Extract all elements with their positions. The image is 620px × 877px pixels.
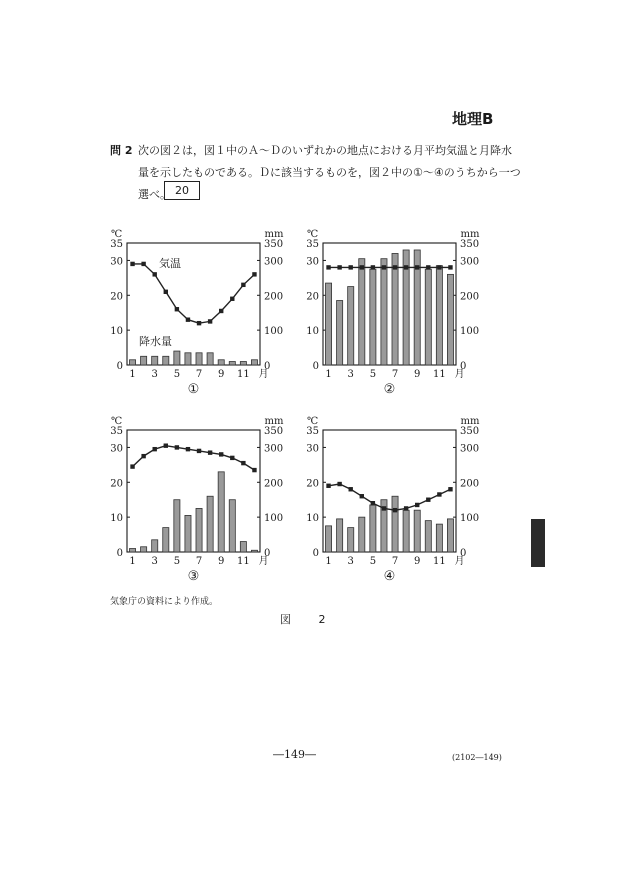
temp-point bbox=[415, 265, 419, 269]
month-tick-label: 7 bbox=[195, 556, 203, 567]
precip-tick-label: 200 bbox=[264, 291, 284, 303]
answer-number-box: 20 bbox=[164, 181, 200, 200]
question-text-line-2: 量を示したものである。Ｄに該当するものを，図２中の①～④のうちから一つ bbox=[138, 166, 521, 179]
temp-point bbox=[437, 265, 441, 269]
temp-tick-label: 10 bbox=[110, 513, 123, 525]
month-suffix-label: 月 bbox=[454, 556, 465, 567]
precip-bar bbox=[196, 508, 202, 552]
precip-tick-label: 300 bbox=[264, 256, 284, 268]
month-suffix-label: 月 bbox=[258, 556, 269, 567]
temp-point bbox=[371, 265, 375, 269]
precip-bar bbox=[129, 360, 135, 365]
precip-tick-label: 300 bbox=[460, 443, 480, 455]
temp-tick-label: 30 bbox=[306, 256, 319, 268]
precip-tick-label: 0 bbox=[460, 361, 467, 372]
temp-line bbox=[133, 446, 255, 470]
precip-bar bbox=[436, 266, 442, 365]
precip-bar bbox=[359, 259, 365, 365]
precip-bar bbox=[425, 521, 431, 552]
temp-point bbox=[208, 450, 212, 454]
month-tick-label: 9 bbox=[414, 369, 421, 380]
precip-bar bbox=[251, 550, 257, 552]
month-suffix-label: 月 bbox=[258, 369, 269, 380]
temp-point bbox=[415, 503, 419, 507]
month-tick-label: 11 bbox=[433, 556, 446, 567]
precip-bar bbox=[185, 515, 191, 552]
temp-point bbox=[241, 461, 245, 465]
temp-tick-label: 0 bbox=[312, 548, 319, 559]
temp-point bbox=[197, 449, 201, 453]
temp-point bbox=[186, 317, 190, 321]
precip-bar bbox=[174, 500, 180, 552]
source-note: 気象庁の資料により作成。 bbox=[110, 597, 219, 607]
precip-bar bbox=[447, 519, 453, 552]
precip-bar bbox=[436, 524, 442, 552]
figure-caption: 図 2 bbox=[280, 613, 338, 626]
precip-unit-label: mm bbox=[264, 416, 284, 427]
temp-point bbox=[252, 272, 256, 276]
precip-bar bbox=[218, 360, 224, 365]
temp-tick-label: 30 bbox=[306, 443, 319, 455]
precip-bar bbox=[251, 360, 257, 365]
month-tick-label: 7 bbox=[195, 369, 203, 380]
month-tick-label: 11 bbox=[237, 369, 250, 380]
precip-tick-label: 350 bbox=[264, 426, 284, 437]
precip-tick-label: 100 bbox=[264, 513, 284, 525]
temp-point bbox=[219, 452, 223, 456]
temp-point bbox=[326, 265, 330, 269]
temp-point bbox=[141, 262, 145, 266]
precip-bar bbox=[381, 259, 387, 365]
temp-tick-label: 20 bbox=[306, 478, 319, 490]
chart-panel-label: ① bbox=[187, 382, 200, 397]
temp-tick-label: 10 bbox=[110, 326, 123, 338]
temp-unit-label: ℃ bbox=[307, 229, 319, 240]
temp-point bbox=[448, 487, 452, 491]
temp-tick-label: 35 bbox=[110, 239, 123, 250]
precip-tick-label: 200 bbox=[264, 478, 284, 490]
precip-tick-label: 300 bbox=[264, 443, 284, 455]
month-tick-label: 7 bbox=[391, 556, 399, 567]
precip-bar bbox=[207, 496, 213, 552]
precip-bar bbox=[337, 519, 343, 552]
precip-bar bbox=[414, 510, 420, 552]
temp-tick-label: 10 bbox=[306, 513, 319, 525]
temp-point bbox=[197, 321, 201, 325]
temp-point bbox=[337, 482, 341, 486]
temp-point bbox=[404, 506, 408, 510]
precip-bar bbox=[370, 269, 376, 365]
precip-bar bbox=[392, 253, 398, 365]
month-tick-label: 1 bbox=[129, 369, 136, 380]
precip-bar bbox=[348, 528, 354, 552]
precip-bar bbox=[447, 274, 453, 365]
precip-tick-label: 300 bbox=[460, 256, 480, 268]
month-tick-label: 5 bbox=[173, 369, 181, 380]
precip-tick-label: 200 bbox=[460, 291, 480, 303]
temp-point bbox=[426, 498, 430, 502]
month-tick-label: 11 bbox=[237, 556, 250, 567]
temp-point bbox=[164, 290, 168, 294]
chart-panel-label: ③ bbox=[187, 569, 200, 584]
temp-unit-label: ℃ bbox=[111, 229, 123, 240]
temp-point bbox=[426, 265, 430, 269]
precip-bar bbox=[163, 528, 169, 552]
temp-point bbox=[153, 272, 157, 276]
precip-bar bbox=[207, 353, 213, 365]
temp-point bbox=[437, 492, 441, 496]
month-suffix-label: 月 bbox=[454, 369, 465, 380]
temp-tick-label: 0 bbox=[312, 361, 319, 372]
temp-tick-label: 20 bbox=[110, 478, 123, 490]
precip-bar bbox=[229, 500, 235, 552]
temp-point bbox=[241, 283, 245, 287]
temp-tick-label: 0 bbox=[116, 548, 123, 559]
precip-bar bbox=[163, 356, 169, 365]
precip-bar bbox=[325, 283, 331, 365]
precip-tick-label: 0 bbox=[264, 548, 271, 559]
precip-bar bbox=[141, 356, 147, 365]
temp-point bbox=[141, 454, 145, 458]
precip-series-label: 降水量 bbox=[139, 335, 172, 348]
precip-bar bbox=[196, 353, 202, 365]
temp-point bbox=[175, 445, 179, 449]
temp-point bbox=[382, 265, 386, 269]
temp-point bbox=[164, 443, 168, 447]
temp-point bbox=[208, 319, 212, 323]
temp-point bbox=[130, 464, 134, 468]
month-tick-label: 1 bbox=[325, 369, 332, 380]
temp-point bbox=[153, 447, 157, 451]
temp-point bbox=[360, 494, 364, 498]
month-tick-label: 5 bbox=[173, 556, 181, 567]
precip-bar bbox=[152, 540, 158, 552]
temp-tick-label: 20 bbox=[306, 291, 319, 303]
month-tick-label: 1 bbox=[325, 556, 332, 567]
precip-tick-label: 100 bbox=[460, 326, 480, 338]
precip-bar bbox=[392, 496, 398, 552]
precip-bar bbox=[240, 362, 246, 365]
question-number: 問 2 bbox=[110, 144, 133, 157]
question-text-line-3: 選べ。 bbox=[138, 188, 171, 201]
page-number: ―149― bbox=[273, 748, 316, 761]
precip-bar bbox=[348, 287, 354, 365]
precip-bar bbox=[337, 301, 343, 365]
temp-point bbox=[393, 265, 397, 269]
temp-tick-label: 0 bbox=[116, 361, 123, 372]
precip-tick-label: 0 bbox=[460, 548, 467, 559]
chart-panel-label: ② bbox=[383, 382, 396, 397]
temp-tick-label: 20 bbox=[110, 291, 123, 303]
precip-bar bbox=[240, 542, 246, 552]
precip-tick-label: 100 bbox=[264, 326, 284, 338]
temp-line bbox=[133, 264, 255, 323]
precip-bar bbox=[370, 505, 376, 552]
temp-tick-label: 35 bbox=[306, 426, 319, 437]
temp-point bbox=[219, 309, 223, 313]
temp-tick-label: 30 bbox=[110, 443, 123, 455]
temp-unit-label: ℃ bbox=[111, 416, 123, 427]
precip-unit-label: mm bbox=[460, 229, 480, 240]
precip-tick-label: 0 bbox=[264, 361, 271, 372]
chart-frame bbox=[127, 430, 260, 552]
precip-bar bbox=[218, 472, 224, 552]
side-index-tab bbox=[531, 519, 545, 567]
precip-bar bbox=[152, 356, 158, 365]
temp-tick-label: 35 bbox=[306, 239, 319, 250]
precip-tick-label: 350 bbox=[264, 239, 284, 250]
temp-tick-label: 30 bbox=[110, 256, 123, 268]
precip-bar bbox=[425, 269, 431, 365]
month-tick-label: 9 bbox=[414, 556, 421, 567]
month-tick-label: 3 bbox=[151, 556, 158, 567]
precip-bar bbox=[129, 549, 135, 552]
temp-point bbox=[230, 456, 234, 460]
precip-tick-label: 350 bbox=[460, 426, 480, 437]
temp-tick-label: 35 bbox=[110, 426, 123, 437]
month-tick-label: 7 bbox=[391, 369, 399, 380]
month-tick-label: 9 bbox=[218, 369, 225, 380]
precip-unit-label: mm bbox=[264, 229, 284, 240]
precip-bar bbox=[359, 517, 365, 552]
precip-tick-label: 200 bbox=[460, 478, 480, 490]
temp-point bbox=[326, 484, 330, 488]
precip-bar bbox=[229, 362, 235, 365]
subject-heading: 地理B bbox=[452, 110, 494, 128]
chart-panel-label: ④ bbox=[383, 569, 396, 584]
month-tick-label: 3 bbox=[151, 369, 158, 380]
precip-bar bbox=[403, 510, 409, 552]
month-tick-label: 1 bbox=[129, 556, 136, 567]
month-tick-label: 5 bbox=[369, 556, 377, 567]
temp-point bbox=[230, 297, 234, 301]
precip-bar bbox=[185, 353, 191, 365]
temp-point bbox=[349, 265, 353, 269]
temp-point bbox=[130, 262, 134, 266]
month-tick-label: 3 bbox=[347, 556, 354, 567]
temp-point bbox=[349, 487, 353, 491]
precip-unit-label: mm bbox=[460, 416, 480, 427]
question-text-line-1: 次の図２は，図１中のＡ～Ｄのいずれかの地点における月平均気温と月降水 bbox=[138, 144, 512, 157]
temp-series-label: 気温 bbox=[159, 257, 181, 270]
month-tick-label: 3 bbox=[347, 369, 354, 380]
temp-point bbox=[393, 508, 397, 512]
precip-tick-label: 350 bbox=[460, 239, 480, 250]
temp-tick-label: 10 bbox=[306, 326, 319, 338]
temp-point bbox=[337, 265, 341, 269]
month-tick-label: 9 bbox=[218, 556, 225, 567]
precip-bar bbox=[141, 547, 147, 552]
temp-point bbox=[175, 307, 179, 311]
precip-bar bbox=[174, 351, 180, 365]
temp-point bbox=[252, 468, 256, 472]
temp-point bbox=[371, 501, 375, 505]
exam-code: (2102―149) bbox=[452, 753, 502, 762]
month-tick-label: 11 bbox=[433, 369, 446, 380]
month-tick-label: 5 bbox=[369, 369, 377, 380]
precip-tick-label: 100 bbox=[460, 513, 480, 525]
temp-point bbox=[448, 265, 452, 269]
temp-point bbox=[186, 447, 190, 451]
temp-point bbox=[404, 265, 408, 269]
temp-point bbox=[382, 506, 386, 510]
temp-line bbox=[329, 484, 451, 510]
temp-point bbox=[360, 265, 364, 269]
precip-bar bbox=[325, 526, 331, 552]
temp-unit-label: ℃ bbox=[307, 416, 319, 427]
